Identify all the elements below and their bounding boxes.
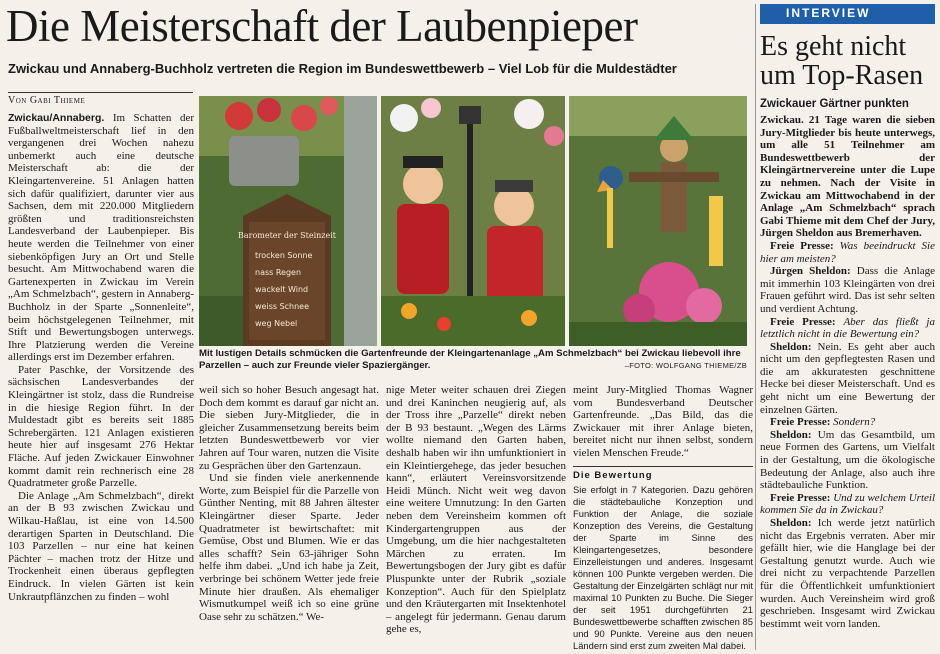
speaker-label: Sheldon: — [770, 340, 818, 353]
photo-caption — [199, 348, 747, 372]
speech-text: Ich werde jetzt natürlich nicht das Ergebnis verraten. Aber mir gefällt hier, wie die Hanglage bei der Gestaltung genutzt wurde. Auch wie drei nicht zu verpachtende Parzellen für die Öffentlichkeit umfunktioniert wurden. Auch Vereinsheim wird groß geschrieben. Insgesamt wird Zwickau bestimmt weit vorn landen. — [760, 517, 936, 630]
speech-text: Nein. Es geht aber auch nicht um den gepflegtesten Rasen und die am akkuratesten geschnittene Hecke bei dieser Meisterschaft. Und es geht nicht um eine Bewertung der einzelnen Gärten. — [760, 340, 936, 416]
interview-question — [760, 240, 935, 265]
sign-line: trocken Sonne — [255, 251, 313, 260]
sign-title: Barometer der Steinzeit — [237, 231, 337, 240]
speech-text: Und zu welchem Urteil kommen Sie da in Zwickau? — [760, 491, 936, 517]
article-column-4 — [573, 384, 753, 652]
speaker-label: Jürgen Sheldon: — [770, 265, 857, 278]
sidebar-title: Es geht nicht um Top-Rasen — [760, 31, 924, 91]
interview-question — [760, 316, 935, 341]
speech-text: Um das Gesamtbild, um neue Formen des Gartens, um Vielfalt in der Gestaltung, um die ökologische Bedeutung der Anlage, also auch ihre städtebauliche Funktion. — [760, 428, 935, 492]
sign-line: weg Nebel — [255, 319, 298, 328]
speaker-label: Freie Presse: — [770, 491, 834, 504]
speech-text: Was beeindruckt Sie hier am meisten? — [760, 239, 935, 265]
info-box-heading: Die Bewertung — [573, 469, 653, 481]
article-column-2 — [199, 384, 379, 623]
paragraph: Im Schatten der Fußballweltmeisterschaft lief in den vergangenen drei Wochen nahezu unbemerkt auch eine deutsche Meisterschaft ab: die der Kleingartenvereine. 51 Anlagen hatten sich dafür qualifiziert, darunter vier aus Sachsen, dem mit 220.000 Mitgliedern größten und traditionsreichsten Landesverband der Laubenpieper. Bis heute werden die Teilnehmer von einer siebenköpfigen Jury an Ort und Stelle besucht. Am Mittwochabend waren die Gartenexperten in Zwickau im Verein „Am Schmelzbach“, gestern in Annaberg-Buchholz in der Sparte „Sonnenleite“, beim höchstgelegenen Teilnehmer, mit Stift und Bewertungsbogen unterwegs. Ihre Platzierung werden die Vereine allerdings erst im Dezember erfahren. — [8, 112, 194, 364]
interview-lead: Zwickau. 21 Tage waren die sieben Jury-Mitglieder bis heute unterwegs, um alle 51 Teilnehmer am Bundeswettbewerb der Kleingärtnervereine unter die Lupe zu nehmen. Nach der Visite in Zwickau am Mittwochabend in der Anlage „Am Schmelzbach“ sprach Gabi Thieme mit dem Chef der Jury, Jürgen Sheldon aus Bremerhaven. — [760, 114, 935, 240]
photo-credit: –FOTO: WOLFGANG THIEME/ZB — [624, 361, 747, 370]
speech-text: Sondern? — [833, 416, 876, 429]
interview-answer — [760, 517, 935, 630]
speaker-label: Freie Presse: — [770, 239, 840, 252]
paragraph: nige Meter weiter schauen drei Ziegen und drei Kaninchen neugierig auf, als der Tross ihre „Parzelle“ direkt neben der B 93 bestaunt. „Wegen des Lärms wollte niemand den Garten haben, deshalb haben wir ihn umfunktioniert in ein Kleintiergehege, das jeder besuchen kann“, erläutert Vereinsvorsitzende Heidi Münch. Nicht weit weg davon eine weitere Umnutzung: In den Garten neben dem Vereinsheim kommen oft Kindergartengruppen aus der Umgebung, um die hier nachgestalteten Märchen zu erraten. Im Bewertungsbogen der Jury gibt es dafür Pluspunkte unter der Rubrik „soziale Konzeption“. Auch für den Spielplatz und den Kräutergarten mit Insektenhotel – angelegt für jedermann. Genau darum gehe es, — [386, 384, 566, 636]
photo-panel-scarecrow — [569, 96, 747, 346]
interview-sidebar — [760, 4, 935, 630]
interview-answer — [760, 265, 935, 315]
info-box-text: Sie erfolgt in 7 Kategorien. Dazu gehören die städtebauliche Konzeption und Funktion der Anlage, die soziale Konzeption des Vereins, die Gestaltung der Sparte im Sinne des Kleingartengesetzes, besondere Einzelleistungen und anderes. Insgesamt können 100 Punkte vergeben werden. Die Gestaltung der Einzelgärten schlägt nur mit maximal 10 Punkten zu Buche. Die Sieger der seit 1951 durchgeführten 21 Bundeswettbewerbe schafften zwischen 85 und 90 Punkte. Vereine aus den neuen Ländern sind erst zum zweiten Mal dabei. — [573, 484, 753, 652]
speech-text: Dass die Anlage mit immerhin 103 Kleingärten von drei Frauen geführt wird. Das ist sehr selten und verdient Achtung. — [760, 265, 935, 315]
info-box — [573, 466, 753, 653]
caption-text: Mit lustigen Details schmücken die Gartenfreunde der Kleingartenanlage „Am Schmelzbach“ bei Zwickau liebevoll ihre Parzellen – auch zur Freunde vieler Spaziergänger. — [199, 348, 741, 371]
column-divider — [755, 4, 756, 650]
speaker-label: Freie Presse: — [770, 315, 844, 328]
interview-answer — [760, 341, 935, 417]
sidebar-subtitle: Zwickauer Gärtner punkten — [760, 98, 909, 110]
interview-question — [760, 416, 935, 429]
subheadline: Zwickau und Annaberg-Buchholz vertreten die Region im Bundeswettbewerb – Viel Lob für die Muldestädter — [8, 61, 677, 76]
speaker-label: Freie Presse: — [770, 416, 834, 429]
speaker-label: Sheldon: — [770, 428, 818, 441]
paragraph: meint Jury-Mitglied Thomas Wagner vom Bundesverband Deutscher Gartenfreunde. „Das Bild, das die Zwickauer mit ihrer Anlage bieten, bereitet nicht nur ihnen selbst, sondern vielen Menschen Freude.“ — [573, 384, 753, 459]
interview-body — [760, 114, 935, 630]
paragraph: weil sich so hoher Besuch angesagt hat. Doch dem kommt es darauf gar nicht an. Die sieben Jury-Mitglieder, die in gleicher Zusammensetzung bereits beim letzten Bundeswettbewerb vor vier Jahren auf Tour waren, nutzen die Visite zu Gesprächen über den Gartenzaun. — [199, 384, 379, 472]
garden-photo — [199, 96, 747, 346]
dateline: Zwickau/Annaberg. — [8, 112, 105, 124]
interview-answer — [760, 429, 935, 492]
paragraph: Und sie finden viele anerkennende Worte, zum Beispiel für die Parzelle von Günther Nenting, mit 88 Jahren ältester Kleingärtner dieser Sparte. Jeder Quadratmeter ist bewirtschaftet: mit Gemüse, Obst und Blumen. Wie er das alles schafft? Sein 63-jähriger Sohn helfe ihm dabei. „Und ich habe ja Zeit, verbringe bei schönem Wetter jede freie Minute hier draußen. Als ehemaliger Wismutkumpel weiß ich so eine grüne Oase sehr zu schätzen.“ We- — [199, 472, 379, 623]
sign-line: weiss Schnee — [255, 302, 310, 311]
sign-line: wackelt Wind — [255, 285, 309, 294]
paragraph: Pater Paschke, der Vorsitzende des sächsischen Landesverbandes der Kleingärtner ist stolz, dass die Rundreise in die hiesige Region führt. In der Muldestadt gibt es bereits seit 1885 Schrebergärten. 121 Anlagen existieren heute hier auf insgesamt 276 Hektar Fläche. Auf jeden Zwickauer Einwohner kommt damit rein rechnerisch eine 28 Quadratmeter große Parzelle. — [8, 363, 194, 490]
speech-text: Aber das fließt ja letztlich nicht in die Bewertung ein? — [760, 315, 935, 341]
interview-question — [760, 492, 935, 517]
article-column-3 — [386, 384, 566, 636]
article-column-1 — [8, 112, 194, 603]
photo-panel-barometer — [199, 96, 377, 346]
sign-line: nass Regen — [255, 268, 302, 277]
byline: Von Gabi Thieme — [8, 92, 193, 106]
speaker-label: Sheldon: — [770, 517, 818, 529]
photo-panel-gnomes — [381, 96, 565, 346]
headline: Die Meisterschaft der Laubenpieper — [6, 1, 638, 51]
interview-tag: INTERVIEW — [760, 4, 935, 24]
paragraph: Die Anlage „Am Schmelzbach“, direkt an der B 93 zwischen Zwickau und Wilkau-Haßlau, ist eine von 14.500 derartigen Sparten in Deutschland. Die 103 Parzellen – nur eine hat keinen Pächter – machen trotz der Hitze und Trockenheit einen überaus gepflegten Eindruck. In vielen Gärten ist kein Unkrautpflänzchen zu finden – wohl — [8, 489, 194, 603]
interview-qa — [760, 240, 935, 630]
